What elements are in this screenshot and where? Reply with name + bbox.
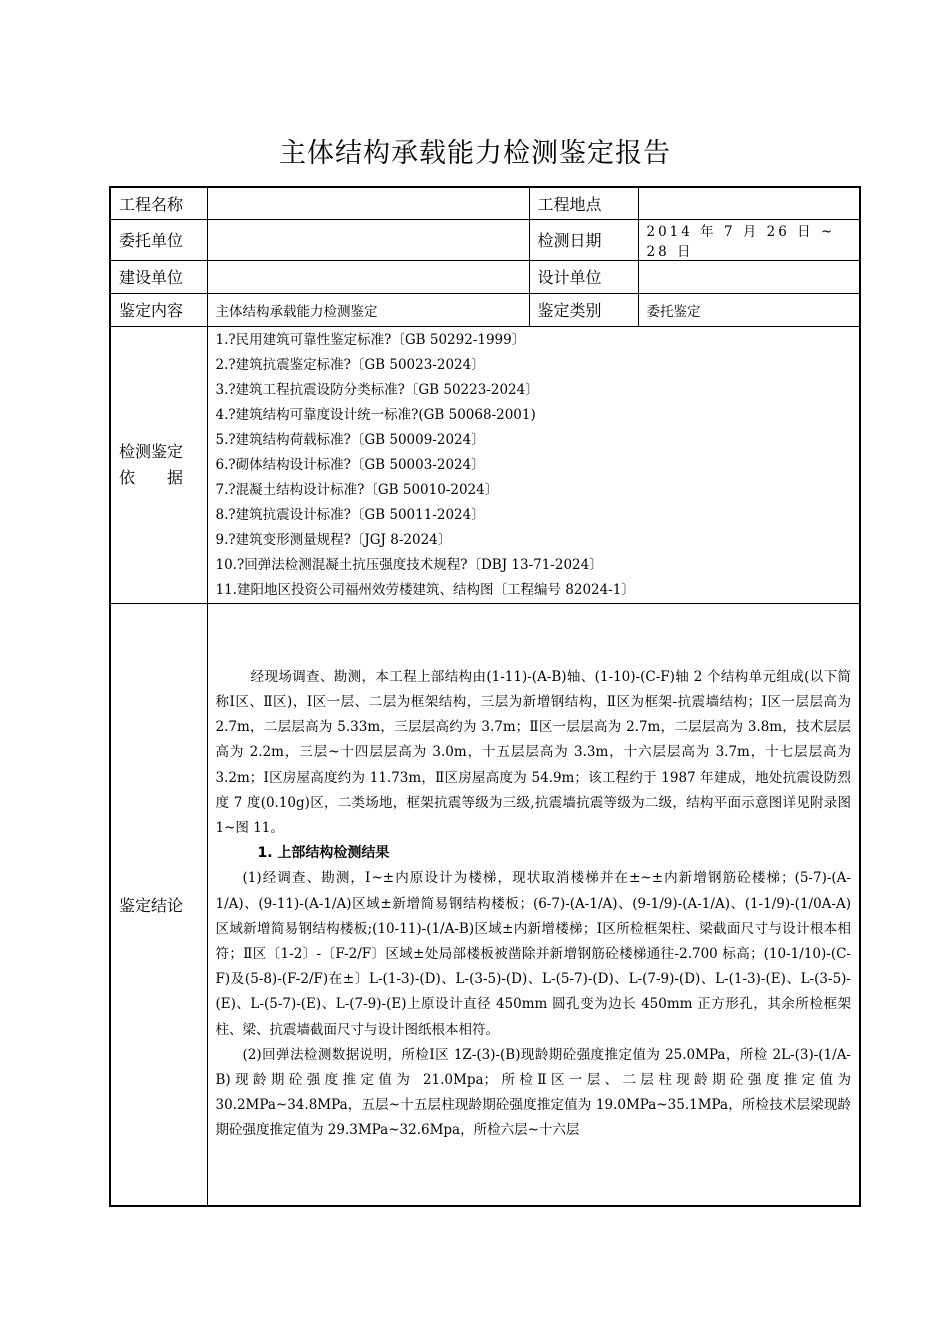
basis-item: 11.建阳地区投资公司福州效劳楼建筑、结构图〔工程编号 82024-1〕	[215, 581, 635, 598]
content-label: 鉴定内容	[110, 293, 207, 326]
designer-value	[638, 260, 860, 293]
conclusion-label: 鉴定结论	[110, 603, 207, 1206]
test-date-value: 2014 年 7 月 26 日 ~ 28 日	[638, 219, 860, 260]
basis-item: 9.?建筑变形测量规程?〔JGJ 8-2024〕	[215, 531, 452, 548]
row-conclusion	[110, 603, 860, 1206]
row-basis	[110, 326, 860, 603]
conclusion-intro: 经现场调查、勘测，本工程上部结构由(1-11)-(A-B)轴、(1-10)-(C-F)轴 2 个结构单元组成(以下简称Ⅰ区、Ⅱ区)，Ⅰ区一层、二层为框架结构，三层为新增钢结构，Ⅱ区为框架-抗震墙结构；Ⅰ区一层层高为 2.7m，二层层高为 5.33m，三层层高约为 3.7m；Ⅱ区一层层高为 2.7m，二层层高为 3.8m，技术层层高为 2.2m，三层~十四层层高为 3.0m，十五层层高为 3.3m，十六层层高为 3.7m，十七层层高为 3.2m；Ⅰ区房屋高度约为 11.73m，Ⅱ区房屋高度为 54.9m；该工程约于 1987 年建成，地处抗震设防烈度 7 度(0.10g)区，二类场地，框架抗震等级为三级,抗震墙抗震等级为二级，结构平面示意图详见附录图 1~图 11。	[215, 668, 851, 837]
project-location-label: 工程地点	[529, 187, 638, 219]
report-title: 主体结构承载能力检测鉴定报告	[279, 138, 671, 169]
row-project-name	[110, 187, 860, 219]
content-value: 主体结构承载能力检测鉴定	[207, 293, 529, 326]
basis-list-cell	[207, 326, 860, 603]
conclusion-para1: (1)经调查、勘测，Ⅰ~±内原设计为楼梯，现状取消楼梯并在±~±内新增钢筋砼楼梯；(5-7)-(A-1/A)、(9-11)-(A-1/A)区域±新增简易钢结构楼板；(6-7)-(A-1/A)、(9-1/9)-(A-1/A)、(1-1/9)-(1/0A-A)区域新增简易钢结构楼板;(10-11)-(1/A-B)区域±内新增楼梯；Ⅰ区所检框架柱、梁截面尺寸与设计根本相符；Ⅱ区〔1-2〕-〔F-2/F〕区域±处局部楼板被凿除并新增钢筋砼楼梯通往-2.700 标高；(10-1/10)-(C-F)及(5-8)-(F-2/F)在±〕L-(1-3)-(D)、L-(3-5)-(D)、L-(5-7)-(D)、L-(7-9)-(D)、L-(1-3)-(E)、L-(3-5)-(E)、L-(5-7)-(E)、L-(7-9)-(E)上原设计直径 450mm 圆孔变为边长 450mm 正方形孔，其余所检框架柱、梁、抗震墙截面尺寸与设计图纸根本相符。	[215, 870, 851, 1038]
basis-label-line2: 依 据	[119, 467, 184, 487]
designer-label: 设计单位	[529, 260, 638, 293]
project-name-label: 工程名称	[110, 187, 207, 219]
row-content	[110, 293, 860, 326]
builder-label: 建设单位	[110, 260, 207, 293]
basis-label	[110, 326, 207, 603]
conclusion-cell	[207, 603, 860, 1206]
test-date-label: 检测日期	[529, 219, 638, 260]
basis-item: 2.?建筑抗震鉴定标准?〔GB 50023-2024〕	[215, 356, 485, 373]
category-label: 鉴定类别	[529, 293, 638, 326]
basis-item: 5.?建筑结构荷载标准?〔GB 50009-2024〕	[215, 431, 485, 448]
client-value	[207, 219, 529, 260]
row-client	[110, 219, 860, 260]
basis-label-line1: 检测鉴定	[119, 441, 184, 461]
basis-item: 10.?回弹法检测混凝土抗压强度技术规程?〔DBJ 13-71-2024〕	[215, 556, 603, 573]
basis-item: 6.?砌体结构设计标准?〔GB 50003-2024〕	[215, 456, 485, 473]
project-location-value	[638, 187, 860, 219]
basis-list	[216, 328, 852, 603]
basis-item: 1.?民用建筑可靠性鉴定标准?〔GB 50292-1999〕	[215, 331, 526, 348]
basis-item: 8.?建筑抗震设计标准?〔GB 50011-2024〕	[215, 506, 485, 523]
basis-item: 3.?建筑工程抗震设防分类标准?〔GB 50223-2024〕	[215, 381, 539, 398]
row-builder	[110, 260, 860, 293]
category-value: 委托鉴定	[638, 293, 860, 326]
client-label: 委托单位	[110, 219, 207, 260]
builder-value	[207, 260, 529, 293]
basis-item: 7.?混凝土结构设计标准?〔GB 50010-2024〕	[215, 481, 499, 498]
conclusion-para2: (2)回弹法检测数据说明，所检Ⅰ区 1Z-(3)-(B)现龄期砼强度推定值为 25.0MPa，所检 2L-(3)-(1/A-B)现龄期砼强度推定值为 21.0Mpa；所检Ⅱ区一层、二层柱现龄期砼强度推定值为 30.2MPa~34.8MPa，五层~十五层柱现龄期砼强度推定值为 19.0MPa~35.1MPa，所检技术层梁现龄期砼强度推定值为 29.3MPa~32.6Mpa，所检六层~十六层	[215, 1046, 851, 1139]
basis-item: 4.?建筑结构可靠度设计统一标准?(GB 50068-2001)	[215, 406, 536, 423]
project-name-value	[207, 187, 529, 219]
section1-title: 1. 上部结构检测结果	[257, 845, 390, 862]
report-table	[109, 186, 861, 1207]
